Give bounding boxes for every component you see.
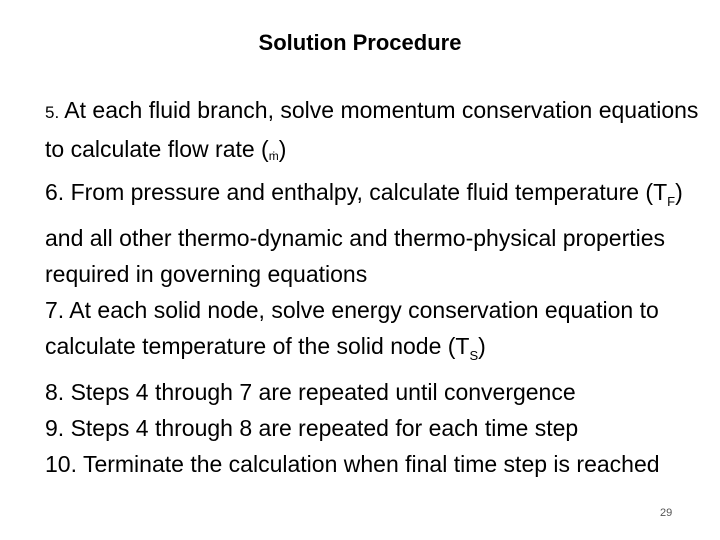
- step-7-text: 7. At each solid node, solve energy conservation equation to calculate temperature of the solid node (T: [45, 297, 659, 359]
- step-6-text: 6. From pressure and enthalpy, calculate fluid temperature (T: [45, 179, 668, 205]
- step-8: 8. Steps 4 through 7 are repeated until convergence: [45, 379, 576, 405]
- step-5: [45, 92, 710, 174]
- step-9: 9. Steps 4 through 8 are repeated for each time step: [45, 415, 579, 441]
- step-6: [45, 174, 710, 292]
- step-5-text-end: ): [278, 136, 287, 162]
- step-7-text-end: ): [478, 333, 486, 359]
- step-6-text-end: ) and all other thermo-dynamic and thermo-physical properties required in governing equations: [45, 179, 683, 287]
- mass-flow-rate-symbol: ṁ: [268, 149, 279, 163]
- slide-title: Solution Procedure: [258, 30, 462, 55]
- step-5-text: At each fluid branch, solve momentum conservation equations to calculate flow rate (: [45, 97, 699, 162]
- solid-temperature-subscript: S: [469, 348, 479, 363]
- step-7: [45, 292, 710, 374]
- step-5-number: 5.: [45, 103, 60, 122]
- steps-list: [45, 92, 710, 482]
- page-number: 29: [660, 507, 673, 519]
- step-10: 10. Terminate the calculation when final time step is reached: [45, 451, 660, 477]
- fluid-temperature-subscript: F: [667, 194, 676, 209]
